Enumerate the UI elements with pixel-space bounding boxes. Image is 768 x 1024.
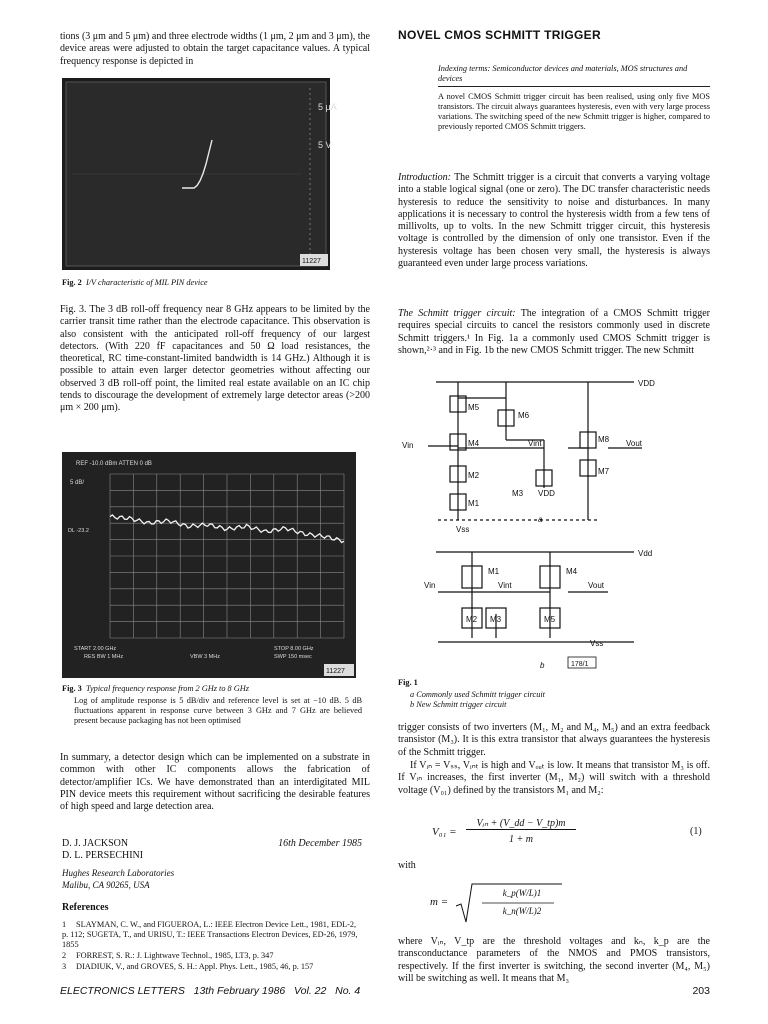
equation-1-denominator: 1 + m <box>509 834 533 845</box>
fig2-tag: 11227 <box>302 258 321 265</box>
fig1a-vout-label: Vout <box>626 439 643 448</box>
footer-date: 13th February 1986 <box>193 985 286 997</box>
reference-item <box>62 962 362 972</box>
fig1a-m3-label: M3 <box>512 489 524 498</box>
fig1a-m8-label: M8 <box>598 435 610 444</box>
footer-volume: Vol. 22 <box>294 985 327 997</box>
fig3-vbw-label: VBW 3 MHz <box>190 654 220 660</box>
affiliation-1: Hughes Research Laboratories <box>62 868 175 878</box>
fig1a-m4-label: M4 <box>468 439 480 448</box>
reference-number: 2 <box>62 951 67 960</box>
fig1a-m5-label: M5 <box>468 403 480 412</box>
fig1a-vdd2-label: VDD <box>538 489 555 498</box>
fig2-caption-label: Fig. 2 <box>62 278 82 287</box>
reference-text: FORREST, S. R.: J. Lightwave Technol., 1985, LT3, p. 347 <box>76 951 274 960</box>
introduction-text: The Schmitt trigger is a circuit that converts a varying voltage into a stable logical signal (one or zero). The DC transfer characteristic needs hysteresis to reduce the sensitivity to noise and disturbances. In many applications it is necessary to control the hysteresis width from a few tens of millivolts, up to volts. In the new Schmitt trigger circuit, this hysteresis voltage is controlled by the dimension of only one transistor. Even if the hysteresis voltage has been chosen very small, the hysteresis is always guaranteed even under large process variations. <box>398 172 710 270</box>
fig1a-vin-label: Vin <box>402 441 414 450</box>
fig3-res-label: RES BW 1 MHz <box>84 654 124 660</box>
fig1a-vss-label: Vss <box>456 525 470 534</box>
fig1b-m2-label: M2 <box>466 615 478 624</box>
author-2: D. L. PERSECHINI <box>62 850 144 861</box>
fig3-caption <box>62 684 362 694</box>
equation-2-lhs: m = <box>430 896 449 908</box>
fig1-tag: 178/1 <box>571 661 589 668</box>
fig3-scale-label: 5 dB/ <box>70 480 85 486</box>
reference-item <box>62 920 362 950</box>
fig1b-m1-label: M1 <box>488 567 500 576</box>
indexing-terms: Indexing terms: Semiconductor devices and materials, MOS structures and devices <box>438 64 688 83</box>
fig1-schematics <box>398 370 710 680</box>
fig2-scale-top: 5 μA <box>318 102 337 112</box>
fig1b-vss-label: Vss <box>590 639 604 648</box>
fig1b-vint-label: Vint <box>498 581 512 590</box>
footer-page-number: 203 <box>692 985 710 997</box>
circuit-text: The integration of a CMOS Schmitt trigger requires special circuits to cancel the resistors commonly used in discrete Schmitt triggers.¹ In Fig. 1a a commonly used CMOS Schmitt trigger is shown,²·³ and in Fig. 1b the new CMOS Schmitt trigger. The new Schmitt <box>398 308 710 356</box>
references-title: References <box>62 902 109 913</box>
abstract: A novel CMOS Schmitt trigger circuit has been realised, using only five MOS transistors. The circuit always guarantees hysteresis, even with very large process variations. The switching speed of the new Schmitt trigger is higher, compared to previously reported CMOS Schmitt triggers. <box>438 92 710 131</box>
fig3-start-label: START 2.00 GHz <box>74 646 117 652</box>
introduction-label: Introduction: <box>398 172 451 183</box>
equation-1-lhs: V₀₁ = <box>432 826 457 838</box>
footer <box>60 985 710 997</box>
right-paragraph-4: where Vᵢₙ, V_tp are the threshold voltages and kₙ, k_p are the transconductance parameters of the NMOS and PMOS transistors, respectively. If the first inverter is switching, the second inverter (M₄, M₅) will be switching as well. It means that M₃ <box>398 936 710 984</box>
author-block <box>62 838 362 891</box>
with-text: with <box>398 860 416 871</box>
fig3-caption-note: Log of amplitude response is 5 dB/div and reference level is set at −10 dB. 5 dB fluctuations apparent in response curve between 3 GHz and 7 GHz are believed present because packaging has not been optimised <box>74 696 362 725</box>
received-date: 16th December 1985 <box>278 838 362 849</box>
fig3-caption-label: Fig. 3 <box>62 684 82 693</box>
abstract-rule <box>438 86 710 87</box>
right-paragraph-3: If Vᵢₙ = Vₛₛ, Vᵢₙₜ is high and Vₒᵤₜ is low. It means that transistor M₃ is off. If Vᵢₙ increases, the first inverter (M₁, M₂) will switch with a threshold voltage (V₀₁) defined by the transistors M₁ and M₂: <box>398 760 710 796</box>
affiliation-2: Malibu, CA 90265, USA <box>62 880 150 890</box>
fig3-ref-label: REF -10.0 dBm ATTEN 0 dB <box>76 461 152 467</box>
fig1a-m6-label: M6 <box>518 411 530 420</box>
left-intro-text: tions (3 μm and 5 μm) and three electrode widths (1 μm, 2 μm and 3 μm), the device areas were adjusted to obtain the target capacitance values. A typical frequency response is depicted in <box>60 31 370 67</box>
references-list <box>62 920 362 973</box>
circuit-label: The Schmitt trigger circuit: <box>398 308 516 319</box>
fig1-caption-b: b New Schmitt trigger circuit <box>410 700 507 709</box>
fig1b-vdd-label: Vdd <box>638 549 653 558</box>
fig1-caption <box>398 678 698 710</box>
author-1: D. J. JACKSON <box>62 838 129 849</box>
fig1a-m2-label: M2 <box>468 471 480 480</box>
fig3-marker-label: DL -23.2 <box>68 528 89 534</box>
right-paragraph-2: trigger consists of two inverters (M₁, M₂ and M₄, M₅) and an extra feedback transistor (M₃). It is this extra transistor that always guarantees the hysteresis of the Schmitt trigger. <box>398 722 710 758</box>
reference-text: SLAYMAN, C. W., and FIGUEROA, L.: IEEE Electron Device Lett., 1981, EDL-2, p. 112; SUGETA, T., and URISU, T.: IEEE Transactions Electron Devices, ED-26, 1979, 1855 <box>62 920 358 949</box>
fig1a-m7-label: M7 <box>598 467 610 476</box>
fig1b-m3-label: M3 <box>490 615 502 624</box>
reference-text: DIADIUK, V., and GROVES, S. H.: Appl. Phys. Lett., 1985, 46, p. 157 <box>76 962 314 971</box>
left-summary: In summary, a detector design which can be implemented on a substrate in common with other IC components allows the fabrication of detector/amplifier ICs. We have demonstrated than an interdigitated MIL PIN device meets this requirement without sacrificing the desirable features of high speed and large detection area. <box>60 752 370 813</box>
equation-2-denominator: k_n(W/L)2 <box>502 906 542 916</box>
fig1a-vint-label: Vint <box>528 439 542 448</box>
left-fig3-paragraph: Fig. 3. The 3 dB roll-off frequency near 8 GHz appears to be limited by the carrier transit time rather than the electrode capacitance. This observation is also consistent with the anticipated roll-off frequency of our largest detectors. (With 220 fF capacitances and 50 Ω load resistances, the theoretical, RC time-constant-limited bandwidth is 14 GHz.) Although it is possible to attain even larger detector geometries without affecting our observed 3 dB roll-off point, the limited real estate available on an IC chip tends to discourage the development of extremely large detector areas (>200 μm × 200 μm). <box>60 304 370 414</box>
fig3-tag: 11227 <box>326 668 345 675</box>
footer-issue: No. 4 <box>335 985 361 997</box>
fig1a-vdd-label: VDD <box>638 379 655 388</box>
fig2-caption-text: I/V characteristic of MIL PIN device <box>85 278 208 287</box>
fig1b-vin-label: Vin <box>424 581 436 590</box>
fig1-caption-label: Fig. 1 <box>398 678 418 687</box>
footer-journal: ELECTRONICS LETTERS <box>60 985 185 997</box>
fig1b-m4-label: M4 <box>566 567 578 576</box>
fig3-stop-label: STOP 8.00 GHz <box>274 646 314 652</box>
fig3-caption-text: Typical frequency response from 2 GHz to 8 GHz <box>85 684 249 693</box>
equation-2-numerator: k_p(W/L)1 <box>502 888 542 898</box>
fig1a-m1-label: M1 <box>468 499 480 508</box>
fig3-swp-label: SWP 150 msec <box>274 654 312 660</box>
fig1b-m5-label: M5 <box>544 615 556 624</box>
reference-number: 1 <box>62 920 67 929</box>
fig1b-panel-label: b <box>540 661 545 670</box>
fig3-plot <box>62 452 356 678</box>
article-title: NOVEL CMOS SCHMITT TRIGGER <box>398 28 601 42</box>
reference-item <box>62 951 362 961</box>
reference-number: 3 <box>62 962 67 971</box>
fig2-caption <box>62 278 362 288</box>
introduction-paragraph <box>398 172 710 270</box>
fig2-photo <box>62 78 337 270</box>
fig1-caption-a: a Commonly used Schmitt trigger circuit <box>410 690 545 699</box>
equation-1-number: (1) <box>690 826 702 837</box>
equation-2-radical <box>454 880 564 926</box>
fig2-scale-bottom: 5 V <box>318 140 332 150</box>
fig3-photo <box>62 452 356 678</box>
equation-1-numerator: Vᵢₙ + (V_dd − V_tp)m <box>466 818 576 830</box>
circuit-paragraph <box>398 308 710 357</box>
fig2-plot <box>62 78 337 270</box>
fig1b-vout-label: Vout <box>588 581 605 590</box>
fig1a-panel-label: a <box>538 515 543 524</box>
